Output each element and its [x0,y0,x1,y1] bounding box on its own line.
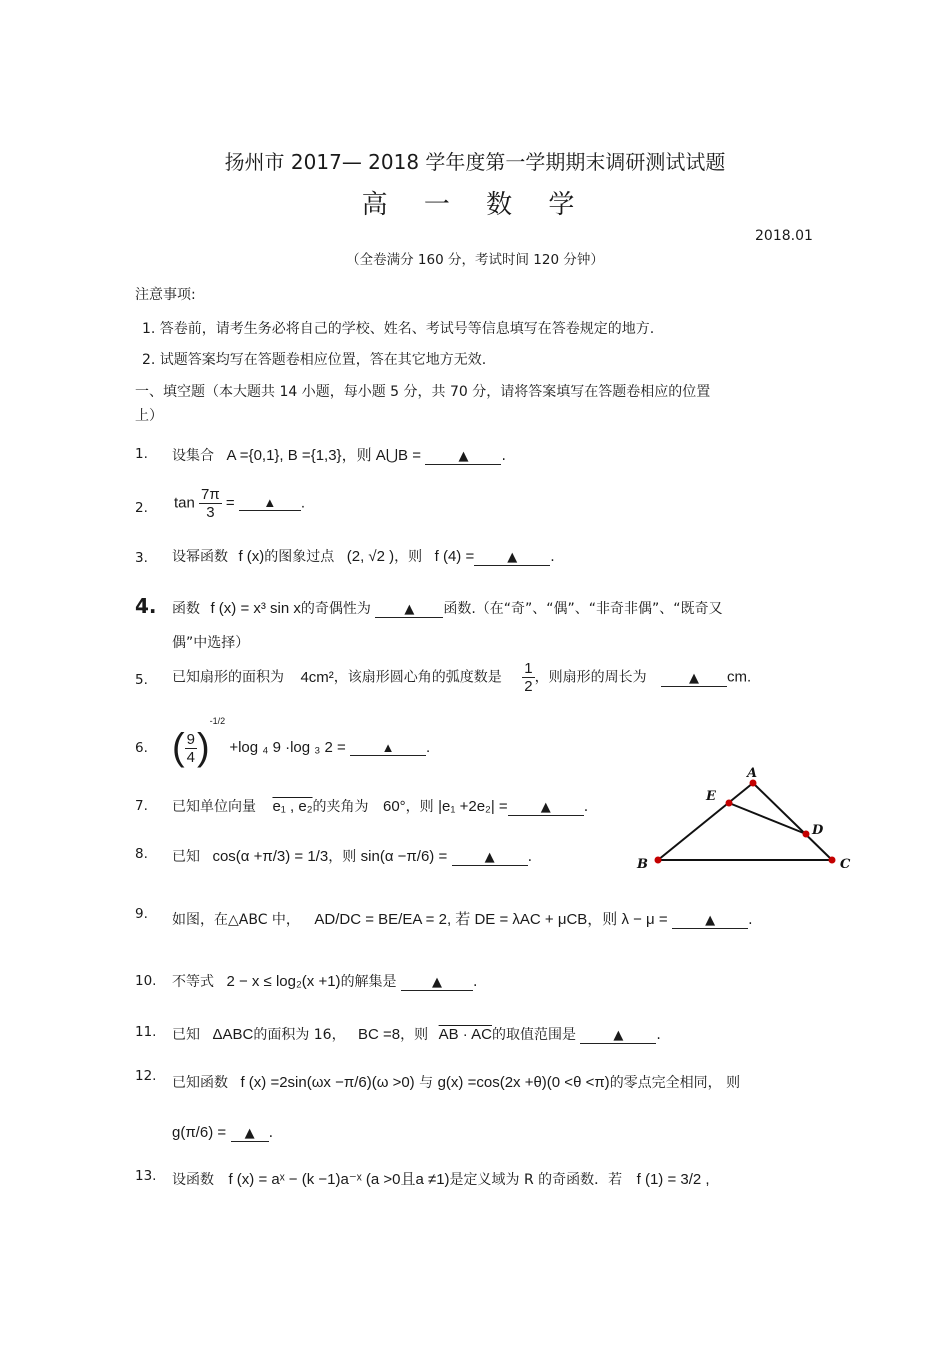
q8-answer-blank: ▲ [452,850,528,866]
q1-number: 1. [135,446,148,462]
section-line-2: 上） [135,408,163,424]
label-a: A [747,766,758,781]
segment-de [729,803,806,834]
exam-date: 2018.01 [755,228,813,244]
q3-answer-blank: ▲ [474,550,550,566]
triangle-figure [632,764,862,876]
q4-answer-blank: ▲ [375,602,443,618]
q7-text: 已知单位向量 e₁ , e₂的夹角为 60°，则 |e₁ +2e₂| = ▲ . [172,798,589,815]
exam-info: （全卷满分 160 分，考试时间 120 分钟） [346,252,604,268]
note-item-1: 1. 答卷前，请考生务必将自己的学校、姓名、考试号等信息填写在答卷规定的地方. [142,321,655,337]
q5-text: 已知扇形的面积为 4cm²，该扇形圆心角的弧度数是 $\frac{1}{2}$ ，则扇形的周长为 ▲ cm. [172,660,752,695]
q11-text: 已知 ΔABC的面积为 16， BC =8，则 AB · AC的取值范围是 ▲ . [172,1026,661,1043]
q2-eq: = [225,494,235,512]
q5-answer-blank: ▲ [661,671,727,687]
q7-answer-blank: ▲ [508,800,584,816]
q7-number: 7. [135,798,148,814]
q3-number: 3. [135,550,148,566]
point-b [655,857,662,864]
q4-number: 4. [135,594,157,618]
q2-answer-blank: ▲ [239,496,301,511]
answer-marker: ▲ [458,449,469,464]
point-c [829,857,836,864]
q12-text: 已知函数 f (x) =2sin(ωx −π/6)(ω >0) 与 g(x) =cos(2x +θ)(0 <θ <π)的零点完全相同， 则 [172,1074,741,1091]
q10-answer-blank: ▲ [401,975,473,991]
subject-title: 高 一 数 学 [361,190,589,220]
q11-number: 11. [135,1024,157,1040]
q10-text: 不等式 2 − x ≤ log₂(x +1)的解集是 ▲ . [172,973,478,990]
side-ac [753,783,832,860]
point-d [803,831,810,838]
q13-text: 设函数 f (x) = aˣ − (k −1)a⁻ˣ (a >0且a ≠1)是定义域为 R 的奇函数．若 f (1) = 3/2 , [172,1171,710,1188]
label-b: B [637,857,648,872]
point-e [726,800,733,807]
q2-number: 2. [135,500,148,516]
q8-text: 已知 cos(α +π/3) = 1/3，则 sin(α −π/6) = ▲ . [172,848,533,865]
q1-text: 设集合 A ={0,1}, B ={1,3}，则 A⋃B = ▲ . [172,447,506,464]
q11-answer-blank: ▲ [580,1028,656,1044]
q3-text: 设幂函数 f (x)的图象过点 (2, √2 )，则 f (4) = ▲ . [172,548,555,565]
q8-number: 8. [135,846,148,862]
label-e: E [706,789,716,804]
q1-pre: 设集合 [172,448,214,464]
q9-number: 9. [135,906,148,922]
q2-tan: tan [174,494,195,512]
q10-number: 10. [135,973,157,989]
q12-line-2: g(π/6) = ▲ . [172,1124,274,1141]
q9-text: 如图，在△ABC 中， AD/DC = BE/EA = 2, 若 DE = λAC + μCB，则 λ − μ = ▲ . [172,911,753,928]
q1-math: A ={0,1}, B ={1,3}，则 A⋃B = [226,447,421,464]
label-c: C [840,857,851,872]
q1-answer-blank [425,449,501,465]
q9-answer-blank: ▲ [672,913,748,929]
q4-text: 函数 f (x) = x³ sin x的奇偶性为 ▲ 函数.（在“奇”、“偶”、“非奇非偶”、“既奇又 [172,600,723,617]
q2-text: tan $\frac{7\pi}{3}$ = ▲ . [174,486,306,521]
section-line-1: 一、填空题（本大题共 14 小题，每小题 5 分，共 70 分，请将答案填写在答题卷相应的位置 [135,384,711,400]
q12-answer-blank: ▲ [231,1126,269,1142]
q6-text: ( $\frac{9}{4}$ )$^{-1/2}$ +log ₄ 9 ·log ₃ 2 = ▲ . [172,716,431,769]
q13-number: 13. [135,1168,157,1184]
q2-fraction: $\frac{7\pi}{3}$ [201,486,220,521]
q6-number: 6. [135,740,148,756]
q4-line-2: 偶”中选择） [172,635,250,651]
q5-fraction: $\frac{1}{2}$ [524,660,533,695]
q12-number: 12. [135,1068,157,1084]
note-item-2: 2. 试题答案均写在答题卷相应位置，答在其它地方无效. [142,352,487,368]
notes-heading: 注意事项: [135,287,196,303]
label-d: D [812,823,824,838]
q6-fraction: $\frac{9}{4}$ [186,730,195,766]
exam-title: 扬州市 2017— 2018 学年度第一学期期末调研测试试题 [224,150,726,174]
q6-answer-blank: ▲ [350,741,426,756]
q5-number: 5. [135,672,148,688]
